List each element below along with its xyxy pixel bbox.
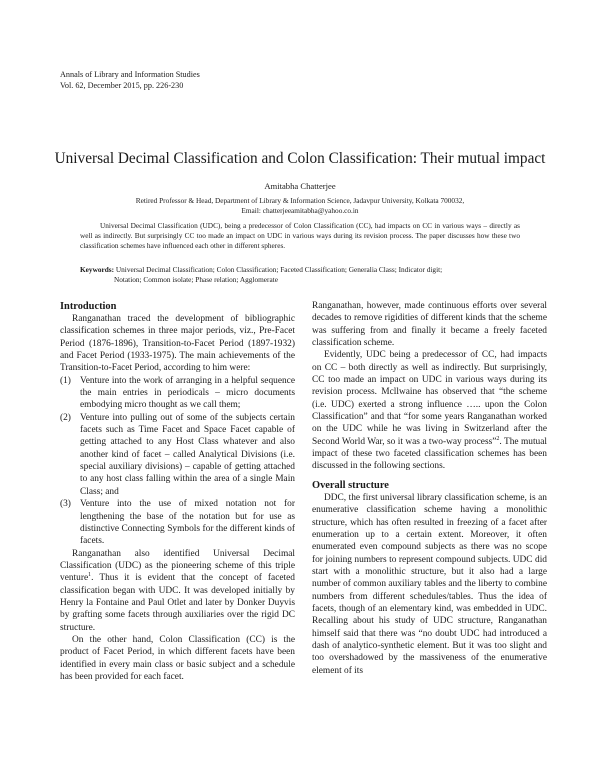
intro-paragraph-3: On the other hand, Colon Classification (CC) is the product of Facet Period, in which different facets have been identified in every main class or basic subject and a schedule has been provided for each facet.	[60, 634, 295, 682]
intro-paragraph-4: Ranganathan, however, made continuous efforts over several decades to remove rigidities of different kinds that the scheme was suffering from and finally it became a freely faceted classification scheme.	[312, 301, 547, 349]
list-item	[60, 498, 295, 547]
author-email: Email: chatterjeeamitabha@yahoo.co.in	[241, 206, 359, 215]
list-item-number: (1)	[60, 375, 71, 386]
affiliation-text: Retired Professor & Head, Department of Library & Information Science, Jadavpur University, Kolkata 700032,	[135, 196, 465, 205]
left-column	[60, 300, 295, 683]
list-item-text: Venture into the work of arranging in a helpful sequence the main entries in periodicals – micro documents embodying micro thought as we call them;	[80, 375, 295, 411]
list-item	[60, 412, 295, 498]
intro-paragraph-2-part-a: Ranganathan also identified Universal Decimal Classification (UDC) as the pioneering scheme of this triple venture	[60, 548, 295, 584]
journal-name: Annals of Library and Information Studies	[60, 70, 200, 79]
citation-2: 2	[496, 435, 500, 442]
introduction-heading: Introduction	[60, 301, 117, 312]
overall-paragraph-1: DDC, the first universal library classification scheme, is an enumerative classification scheme having a monolithic structure, which has often resulted in freezing of a facet after enumeration up to a certain extent. Moreover, it often enumerated even compound subjects as there was no scope for joining numbers to represent compound subjects. UDC did start with a monolithic structure, but it also had a large number of common auxiliary tables and the liberty to combine numbers from different schedules/tables. Thus the idea of facets, though of an elementary kind, was embedded in UDC. Recalling about his study of UDC structure, Ranganathan himself said that there was “no doubt UDC had introduced a dash of analytico-synthetic element. But it was too slight and too overshadowed by the massiveness of the enumerative element of its	[312, 492, 547, 676]
list-item-number: (2)	[60, 412, 71, 423]
keywords	[80, 265, 520, 285]
keywords-line-1: Universal Decimal Classification; Colon Classification; Faceted Classification; Generalia Class; Indicator digit;	[115, 265, 443, 274]
paper-title: Universal Decimal Classification and Colon Classification: Their mutual impact	[54, 150, 546, 167]
intro-paragraph-5-part-a: Evidently, UDC being a predecessor of CC, had impacts on CC – both directly as well as indirectly. But surprisingly, CC too made an impact on UDC in various ways during its revision process. Mcllwaine has observed that “the scheme (i.e. UDC) exerted a strong influence ….. upon the Colon Classification” and that “for some years Ranganathan worked on the UDC while he was living in Switzerland after the Second World War, so it was a two-way process”	[312, 350, 547, 447]
author-name: Amitabha Chatterjee	[264, 181, 336, 191]
author-affiliation	[0, 196, 600, 216]
intro-paragraph-5-part-b: . The mutual impact of these two faceted classification schemes has been discussed in the following sections.	[312, 436, 547, 472]
keywords-label: Keywords:	[80, 265, 115, 274]
list-item	[60, 375, 295, 412]
keywords-line-2: Notation; Common isolate; Phase relation; Agglomerate	[114, 275, 278, 284]
intro-paragraph-1: Ranganathan traced the development of bibliographic classification schemes in three major periods, viz., Pre-Facet Period (1876-1896), Transition-to-Facet Period (1897-1932) and Facet Period (1933-1975). The main achievements of the Transition-to-Facet Period, according to him were:	[60, 314, 295, 374]
overall-structure-heading: Overall structure	[312, 479, 389, 491]
list-item-text: Venture into the use of mixed notation not for lengthening the base of the notation but for use as distinctive Connecting Symbols for the different kinds of facets.	[80, 499, 295, 547]
journal-header	[60, 70, 200, 91]
list-item-text: Venture into pulling out of some of the subjects certain facets such as Time Facet and Space Facet capable of getting attached to any Host Class whatever and also another kind of facet – called Analytical Divisions (i.e. special auxiliary divisions) – capable of getting attached to any host class falling within the area of a single Main Class; and	[80, 412, 295, 497]
journal-issue: Vol. 62, December 2015, pp. 226-230	[60, 80, 184, 90]
intro-paragraph-2-part-b: . Thus it is evident that the concept of faceted classification began with UDC. It was developed initially by Henry la Fontaine and Paul Otlet and later by Donker Duyvis by grafting some facets through auxiliaries over the rigid DC structure.	[60, 573, 295, 633]
right-column	[312, 300, 547, 677]
abstract: Universal Decimal Classification (UDC), being a predecessor of Colon Classification (CC), had impacts on CC in various ways – directly as well as indirectly. But surprisingly CC too made an impact on UDC in various ways during its revision process. The paper discusses how these two classification schemes have influenced each other in different spheres.	[80, 221, 520, 250]
intro-paragraph-5	[312, 349, 547, 472]
achievements-list	[60, 375, 295, 548]
list-item-number: (3)	[60, 499, 71, 510]
citation-1: 1	[88, 572, 92, 579]
intro-paragraph-2	[60, 548, 295, 634]
